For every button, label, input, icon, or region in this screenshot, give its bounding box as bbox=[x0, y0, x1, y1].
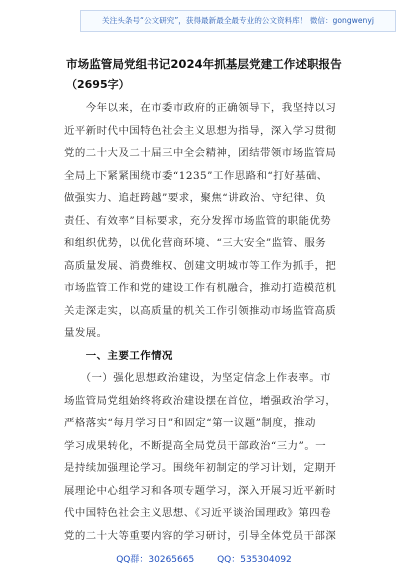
footer-contact bbox=[0, 552, 408, 565]
document-body bbox=[64, 97, 354, 547]
qq-number: QQ：535304092 bbox=[217, 555, 292, 565]
document-title: 市场监管局党组书记2024年抓基层党建工作述职报告 bbox=[66, 57, 342, 71]
promo-banner bbox=[80, 10, 396, 32]
paragraph-line: 关走深走实，以高质量的机关工作引领推动市场监管高质 bbox=[64, 304, 337, 317]
promo-banner-text: 关注头条号“公文研究”，获得最新最全最专业的公文资料库！ 微信：gongwenyj bbox=[102, 16, 374, 25]
paragraph-line: 做强实力、追赶跨越”要求，聚焦“讲政治、守纪律、负 bbox=[64, 192, 327, 204]
paragraph-line: 责任、有效率”目标要求，充分发挥市场监管的职能优势 bbox=[64, 214, 332, 227]
section-line: 学习成果转化，不断提高全局党员干部政治“三力”。一 bbox=[64, 439, 327, 452]
section-line: 严格落实“每月学习日”和固定“第一议题”制度，推动 bbox=[64, 417, 316, 429]
section-line: 展理论中心组学习和各项专题学习，深入开展习近平新时 bbox=[64, 484, 337, 497]
paragraph-line: 近平新时代中国特色社会主义思想为指导，深入学习贯彻 bbox=[64, 124, 337, 137]
section-line: 是持续加强理论学习。围绕年初制定的学习计划，定期开 bbox=[64, 462, 337, 474]
paragraph-line: 量发展。 bbox=[64, 327, 108, 339]
paragraph-line: 全局上下紧紧围绕市委“1235”工作思路和“打好基础、 bbox=[64, 169, 328, 182]
word-count: （2695字） bbox=[66, 78, 130, 91]
section-line: 场监管局党组始终将政治建设摆在首位，增强政治学习， bbox=[64, 394, 337, 407]
paragraph-line: 和组织优势，以优化营商环境、“三大安全”监管、服务 bbox=[64, 237, 327, 249]
paragraph-line: 今年以来，在市委市政府的正确领导下，我坚持以习 bbox=[64, 102, 337, 114]
section-line: 代中国特色社会主义思想、《习近平谈治国理政》第四卷 bbox=[64, 507, 332, 519]
section-line: （一）强化思想政治建设，为坚定信念上作表率。市 bbox=[64, 372, 332, 384]
paragraph-line: 市场监管工作和党的建设工作有机融合，推动打造模范机 bbox=[64, 282, 337, 294]
paragraph-line: 高质量发展、消费维权、创建文明城市等工作为抓手，把 bbox=[64, 259, 337, 272]
qq-group: QQ群：30265665 bbox=[116, 555, 195, 565]
section-line: 党的二十大等重要内容的学习研讨，引导全体党员干部深 bbox=[64, 529, 337, 542]
section-heading: 一、主要工作情况 bbox=[64, 349, 173, 362]
paragraph-line: 党的二十大及二十届三中全会精神，团结带领市场监管局 bbox=[64, 147, 337, 159]
